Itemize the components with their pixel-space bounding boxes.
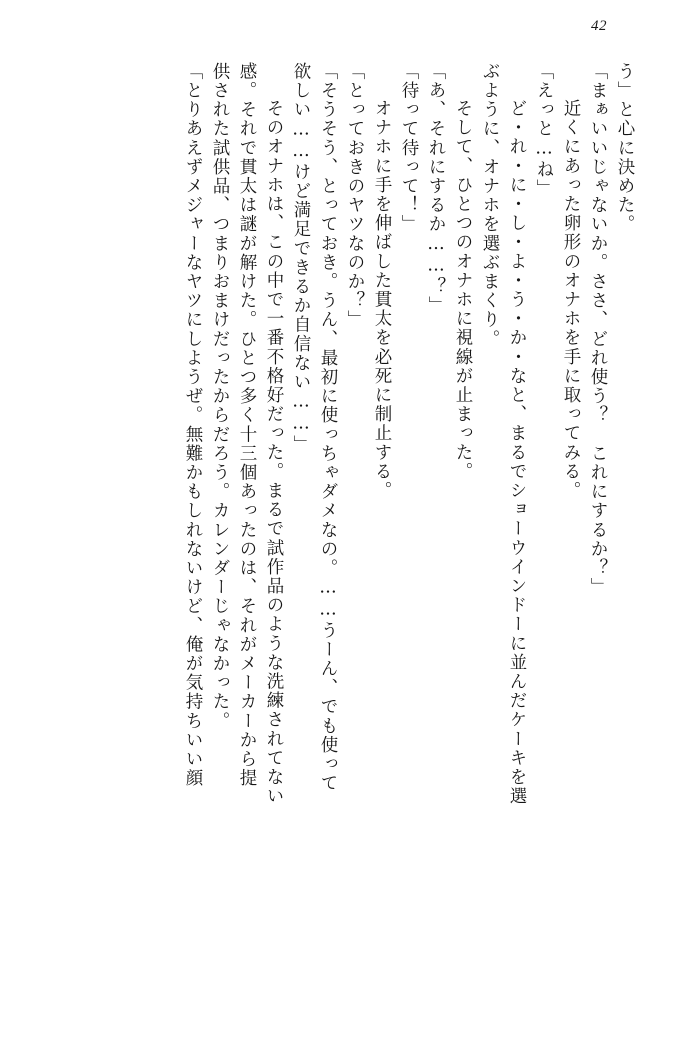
text-column: そのオナホは、この中で一番不格好だった。まるで試作品のような洗練されてない	[264, 80, 284, 806]
text-column: 「とっておきのヤツなのか？」	[345, 62, 365, 330]
text-column: 近くにあった卵形のオナホを手に取ってみる。	[561, 80, 581, 501]
text-column: 欲しい……けど満足できるか自信ない……」	[291, 62, 311, 454]
text-column: オナホに手を伸ばした貫太を必死に制止する。	[372, 80, 392, 501]
text-column: 「そうそう、とっておき。うん、最初に使っちゃダメなの。……うーん、でも使って	[318, 62, 338, 793]
text-column: 「えっと…ね」	[534, 62, 554, 199]
vertical-text-body	[174, 62, 633, 1030]
text-column: 「とりあえずメジャーなヤツにしようぜ。無難かもしれないけど、俺が気持ちいい顔	[183, 62, 203, 788]
text-column: そして、ひとつのオナホに視線が止まった。	[453, 80, 473, 482]
page-number: 42	[591, 18, 607, 34]
text-column: う」と心に決めた。	[615, 62, 635, 234]
text-column: 「待って待って！」	[399, 62, 419, 234]
text-column: 感。それで貫太は謎が解けた。ひとつ多く十三個あったのは、それがメーカーから提	[237, 62, 257, 788]
text-column: ぶように、オナホを選ぶまくり。	[480, 62, 500, 349]
text-column: 「まぁいいじゃないか。ささ、どれ使う？ これにするか？」	[588, 62, 608, 597]
text-column: 供された試供品、つまりおまけだったからだろう。カレンダーじゃなかった。	[210, 62, 230, 731]
text-column: ど・れ・に・し・よ・う・か・なと、まるでショーウインドーに並んだケーキを選	[507, 80, 527, 806]
text-column: 「あ、それにするか……？」	[426, 62, 446, 316]
